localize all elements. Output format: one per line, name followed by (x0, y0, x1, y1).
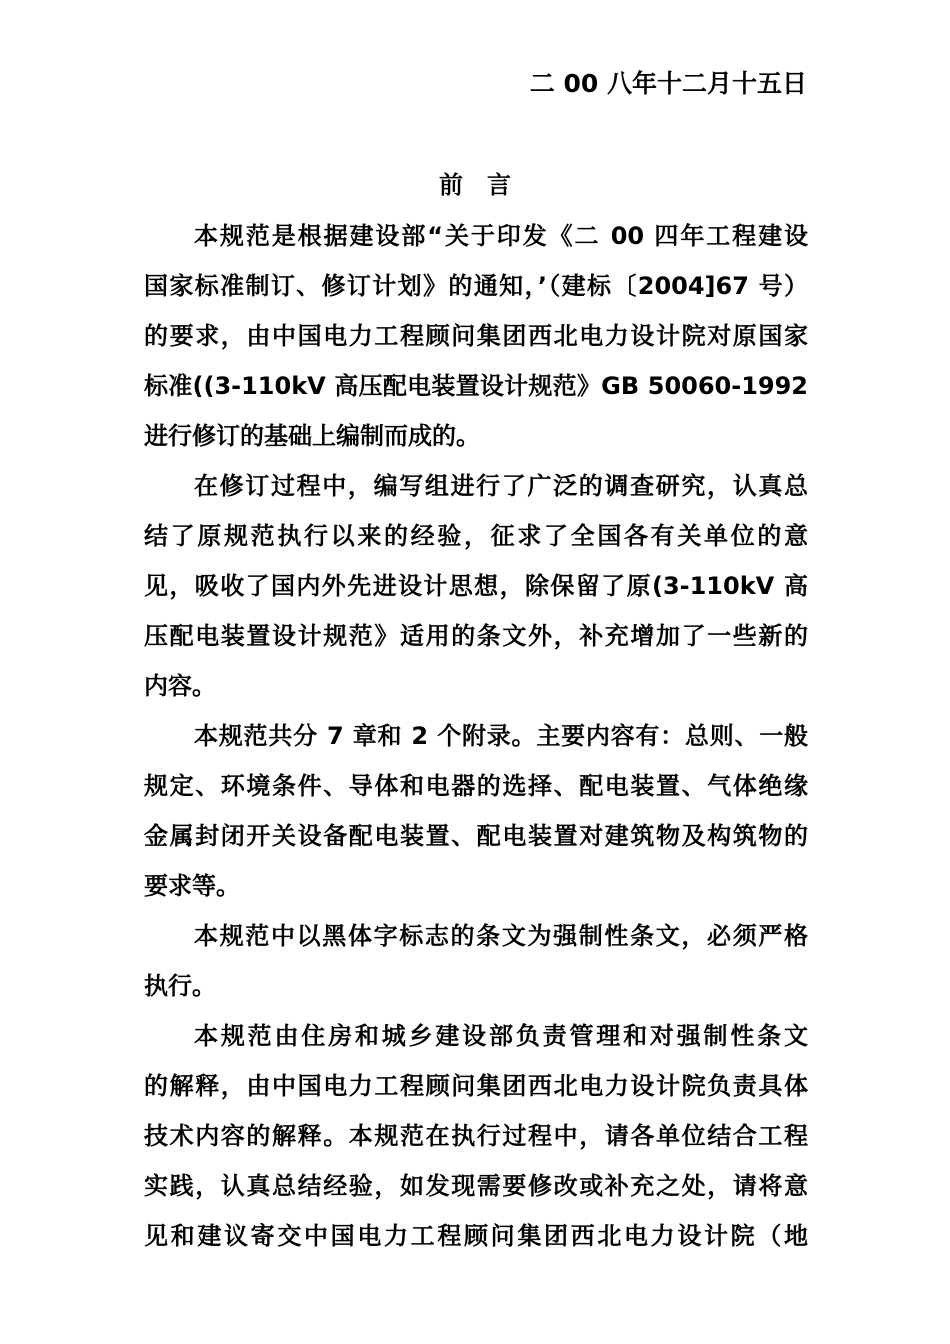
body-line: 内容。 (144, 672, 216, 700)
body-line: 金属封闭开关设备配电装置、配电装置对建筑物及构筑物的 (144, 822, 808, 850)
body-line: 本规范共分 7 章和 2 个附录。主要内容有：总则、一般 (194, 722, 808, 750)
body-line: 规定、环境条件、导体和电器的选择、配电装置、气体绝缘 (144, 772, 808, 800)
body-line: 在修订过程中，编写组进行了广泛的调查研究，认真总 (194, 472, 808, 500)
body-line: 压配电装置设计规范》适用的条文外，补充增加了一些新的 (144, 622, 808, 650)
document-body (144, 211, 808, 1261)
body-line: 见，吸收了国内外先进设计思想，除保留了原(3-110kV 高 (144, 572, 808, 600)
section-heading: 前 言 (439, 171, 511, 199)
body-line: 的解释，由中国电力工程顾问集团西北电力设计院负责具体 (144, 1072, 808, 1100)
body-line: 执行。 (144, 972, 216, 1000)
body-line: 结了原规范执行以来的经验，征求了全国各有关单位的意 (144, 522, 808, 550)
body-line: 本规范中以黑体字标志的条文为强制性条文，必须严格 (194, 922, 808, 950)
body-line: 实践，认真总结经验，如发现需要修改或补充之处，请将意 (144, 1172, 808, 1200)
body-line: 本规范是根据建设部“关于印发《二 00 四年工程建设 (194, 222, 808, 250)
body-line: 标准((3-110kV 高压配电装置设计规范》GB 50060-1992 (144, 372, 808, 400)
body-line: 国家标准制订、修订计划》的通知，’（建标〔2004]67 号） (144, 272, 808, 300)
body-line: 的要求，由中国电力工程顾问集团西北电力设计院对原国家 (144, 322, 808, 350)
body-line: 技术内容的解释。本规范在执行过程中，请各单位结合工程 (144, 1122, 808, 1150)
document-date: 二 00 八年十二月十五日 (529, 69, 807, 98)
body-line: 见和建议寄交中国电力工程顾问集团西北电力设计院（地 (144, 1222, 808, 1250)
body-line: 本规范由住房和城乡建设部负责管理和对强制性条文 (194, 1022, 808, 1050)
body-line: 要求等。 (144, 872, 240, 900)
body-line: 进行修订的基础上编制而成的。 (144, 422, 480, 450)
